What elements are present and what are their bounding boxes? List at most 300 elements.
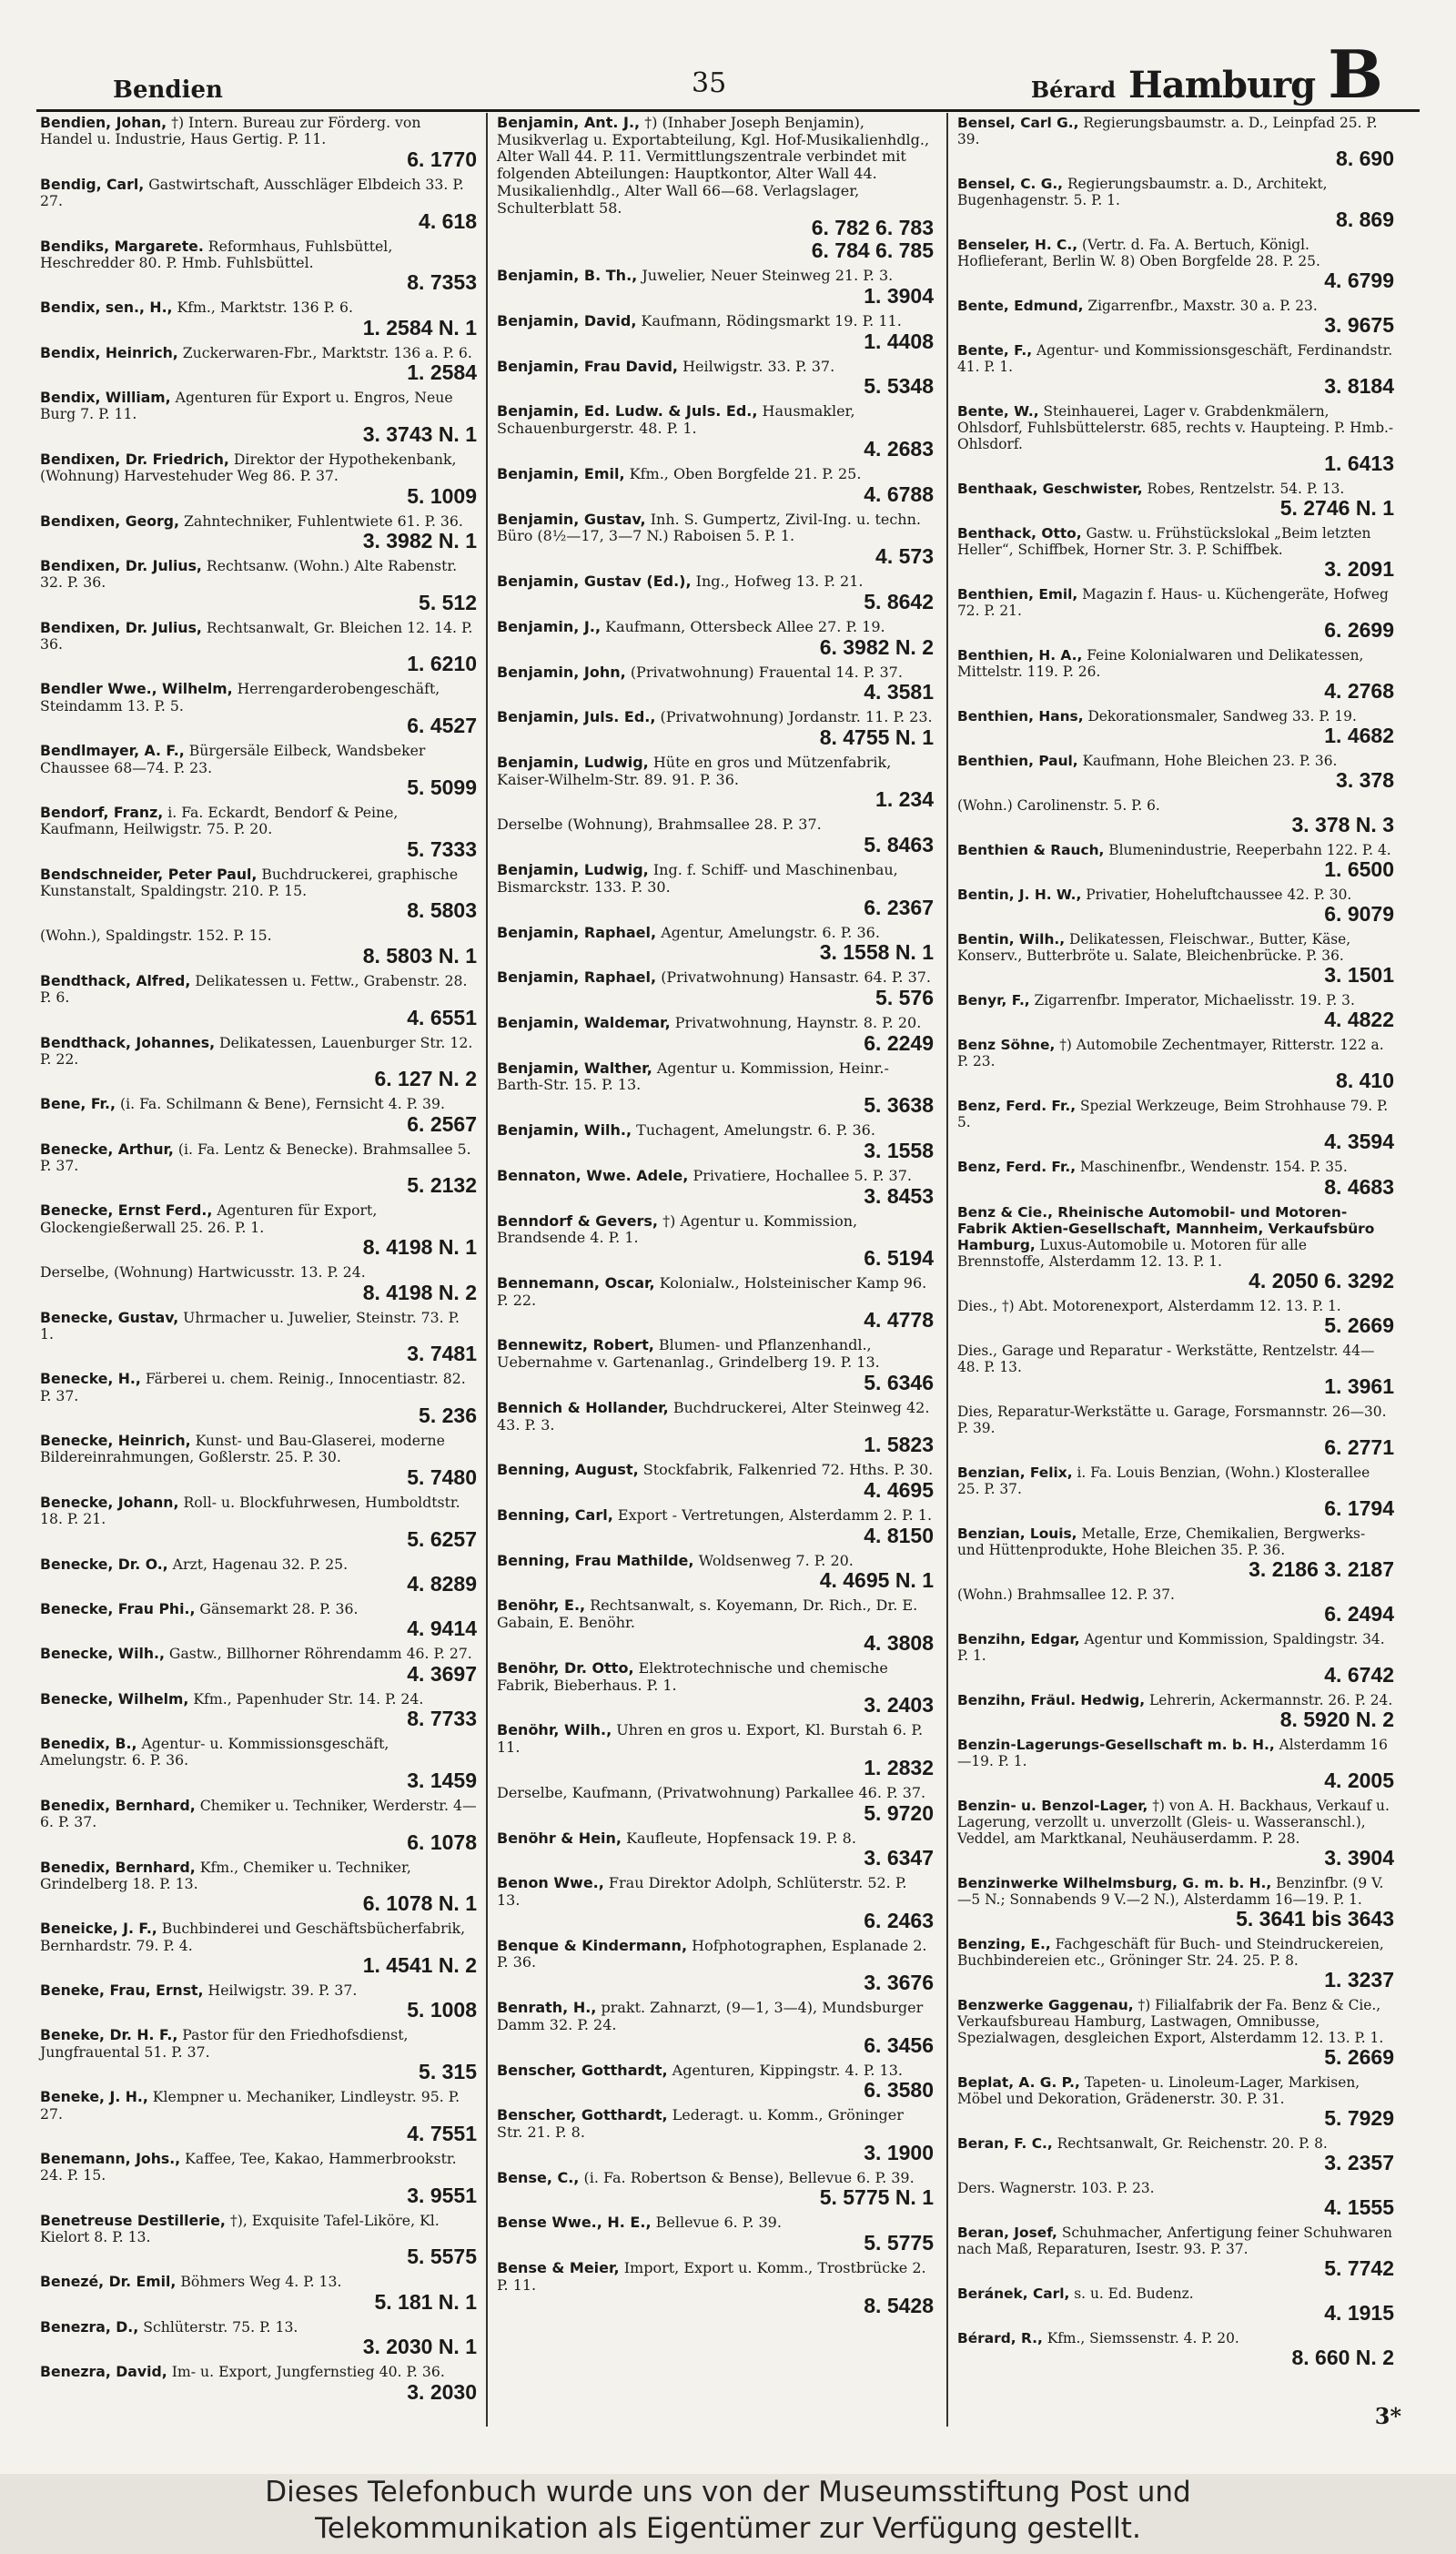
entry-name: Bente, F., <box>957 342 1033 360</box>
phone-number: 4. 7551 <box>407 2121 477 2145</box>
directory-entry <box>957 708 1394 747</box>
entry-text: Kunst- und Bau-Glaserei, moderne Bildereinrahmungen, Goßlerstr. 25. P. 30. <box>40 1432 445 1466</box>
directory-entry <box>40 1371 477 1427</box>
phone-number: 1. 5823 <box>864 1433 934 1457</box>
entry-text: (i. Fa. Robertson & Bense), Bellevue 6. P. 39. <box>583 2168 915 2186</box>
phone-number: 6. 784 6. 785 <box>811 238 934 263</box>
entry-name: Bente, Edmund, <box>957 298 1084 315</box>
entry-text: Agenturen, Kippingstr. 4. P. 13. <box>672 2061 903 2079</box>
phone-number: 3. 3743 N. 1 <box>362 421 477 446</box>
phone-number: 5. 6257 <box>407 1526 477 1551</box>
directory-entry <box>40 345 477 384</box>
entry-name: Benecke, Gustav, <box>40 1308 179 1326</box>
column-divider <box>486 113 488 2427</box>
phone-number: 5. 8642 <box>864 589 934 613</box>
directory-entry <box>40 2319 477 2358</box>
entry-name: Bensel, Carl G., <box>957 115 1079 131</box>
entry-text: Derselbe, Kaufmann, (Privatwohnung) Parkallee 46. P. 37. <box>497 1783 926 1801</box>
entry-name: Benzihn, Edgar, <box>957 1630 1080 1647</box>
phone-number: 3. 1501 <box>1324 963 1394 988</box>
phone-number: 3. 1459 <box>407 1768 477 1792</box>
entry-name: Benning, Carl, <box>497 1506 613 1525</box>
entry-text: (Privatwohnung) Hansastr. 64. P. 37. <box>661 968 932 987</box>
entry-text: i. Fa. Eckardt, Bendorf & Peine, Kaufmann, Heilwigstr. 75. P. 20. <box>40 803 399 838</box>
entry-name: Benezra, D., <box>40 2317 139 2336</box>
entry-text: Delikatessen, Lauenburger Str. 12. P. 22. <box>40 1033 473 1068</box>
phone-number: 6. 1770 <box>407 147 477 171</box>
phone-number: 8. 4683 <box>1324 1174 1394 1199</box>
entry-name: Benöhr, E., <box>497 1596 586 1615</box>
directory-entry <box>957 176 1394 231</box>
entry-text: †) Filialfabrik der Fa. Benz & Cie., Verkaufsbureau Hamburg, Lastwagen, Omnibusse, Spezialwagen, desgleichen Export, Alsterdamm 12. 13. P. 1. <box>957 1996 1384 2046</box>
entry-name: Benecke, Arthur, <box>40 1140 174 1158</box>
phone-number: 5. 5348 <box>864 374 934 399</box>
directory-entry <box>40 1035 477 1091</box>
directory-entry <box>957 1525 1394 1581</box>
phone-number: 5. 2132 <box>407 1173 477 1198</box>
entry-text: Elektrotechnische und chemische Fabrik, Bieberhaus. P. 1. <box>497 1658 888 1694</box>
header-last-entry: Bérard <box>1030 76 1116 103</box>
phone-number: 6. 3456 <box>864 2032 934 2057</box>
phone-number: 5. 8463 <box>864 833 934 857</box>
entry-text: Heilwigstr. 33. P. 37. <box>682 357 835 375</box>
directory-entry <box>497 664 934 704</box>
phone-number: 8. 5803 N. 1 <box>362 943 477 968</box>
phone-number: 5. 6346 <box>864 1370 934 1394</box>
directory-entry <box>40 743 477 799</box>
entry-name: Bentin, Wilh., <box>957 931 1066 948</box>
phone-number: 1. 3961 <box>1324 1373 1394 1398</box>
entry-text: Kfm., Papenhuder Str. 14. P. 24. <box>193 1689 424 1708</box>
directory-entry <box>957 586 1394 642</box>
directory-entry <box>497 1553 934 1593</box>
phone-number: 4. 1555 <box>1324 2195 1394 2220</box>
entry-text: Uhren en gros u. Export, Kl. Burstah 6. P. 11. <box>497 1721 924 1757</box>
phone-number: 1. 4682 <box>1324 724 1394 748</box>
entry-name: Benjamin, Raphael, <box>497 968 657 987</box>
directory-entry <box>497 115 934 262</box>
directory-entry <box>40 1264 477 1303</box>
phone-number: 8. 690 <box>1336 147 1394 171</box>
entry-text: (Vertr. d. Fa. A. Bertuch, Königl. Hoflieferant, Berlin W. 8) Oben Borgfelde 28. P. 25. <box>957 237 1320 270</box>
entry-text: Juwelier, Neuer Steinweg 21. P. 3. <box>642 267 894 285</box>
directory-entry <box>497 1168 934 1208</box>
entry-name: Benscher, Gotthardt, <box>497 2061 668 2079</box>
entry-name: Benthack, Otto, <box>957 525 1082 542</box>
directory-entry <box>497 1507 934 1547</box>
directory-entry <box>957 237 1394 292</box>
phone-number: 3. 3982 N. 1 <box>362 528 477 552</box>
phone-number: 5. 3638 <box>864 1093 934 1118</box>
directory-entry <box>497 1875 934 1931</box>
directory-entry <box>40 1495 477 1551</box>
entry-name: Benon Wwe., <box>497 1874 604 1892</box>
entry-name: Benzian, Louis, <box>957 1525 1077 1542</box>
phone-number: 1. 4408 <box>864 329 934 353</box>
entry-text: Buchdruckerei, Alter Steinweg 42. 43. P. 3. <box>497 1398 930 1434</box>
phone-number: 5. 3641 bis 3643 <box>1236 1906 1394 1931</box>
directory-entry <box>957 842 1394 881</box>
directory-entry <box>957 753 1394 792</box>
entry-text: Schuhmacher, Anfertigung feiner Schuhwaren nach Maß, Reparaturen, Isestr. 93. P. 37. <box>957 2225 1392 2258</box>
entry-name: Benzian, Felix, <box>957 1464 1073 1481</box>
phone-number: 3. 3676 <box>864 1971 934 1995</box>
entry-text: Steinhauerei, Lager v. Grabdenkmälern, Ohlsdorf, Fuhlsbüttelerstr. 685, rechts v. Haupteing. P. Hmb.-Ohlsdorf. <box>957 403 1394 453</box>
entry-name: Benjamin, Ant. J., <box>497 114 641 131</box>
entry-name: Benzin- u. Benzol-Lager, <box>957 1797 1148 1814</box>
phone-number: 1. 2584 <box>407 360 477 384</box>
directory-entry <box>40 1982 477 2022</box>
entry-text: (i. Fa. Schilmann & Bene), Fernsicht 4. P. 39. <box>119 1095 445 1113</box>
phone-number: 3. 3904 <box>1324 1845 1394 1870</box>
entry-text: Roll- u. Blockfuhrwesen, Humboldtstr. 18. P. 21. <box>40 1493 460 1528</box>
entry-name: Bense, C., <box>497 2168 580 2186</box>
entry-name: Bendixen, Dr. Julius, <box>40 556 202 574</box>
entry-name: Benzin-Lagerungs-Gesellschaft m. b. H., <box>957 1736 1275 1753</box>
directory-entry <box>40 1646 477 1685</box>
entry-text: Fachgeschäft für Buch- und Steindruckereien, Buchbindereien etc., Gröninger Str. 24. 25. P. 8. <box>957 1935 1384 1969</box>
directory-entry <box>957 2135 1394 2174</box>
directory-entry <box>957 481 1394 520</box>
phone-number: 8. 410 <box>1336 1069 1394 1093</box>
directory-entry <box>497 359 934 399</box>
directory-entry <box>957 2074 1394 2130</box>
phone-number: 6. 1078 <box>407 1829 477 1854</box>
entry-text: Derselbe (Wohnung), Brahmsallee 28. P. 37. <box>497 816 822 834</box>
entry-text: Delikatessen, Fleischwar., Butter, Käse, Konserv., Butterbröte u. Salate, Bleichenbrücke. P. 36. <box>957 931 1351 965</box>
phone-number: 5. 7333 <box>407 836 477 861</box>
directory-entry <box>497 1660 934 1717</box>
entry-text: Kfm., Chemiker u. Techniker, Grindelberg 18. P. 13. <box>40 1858 411 1892</box>
entry-name: Benjamin, Raphael, <box>497 923 657 941</box>
phone-number: 4. 2683 <box>864 436 934 461</box>
entry-name: Bendixen, Georg, <box>40 512 179 530</box>
entry-name: Bendorf, Franz, <box>40 803 164 821</box>
phone-number: 4. 4778 <box>864 1308 934 1333</box>
entry-text: i. Fa. Louis Benzian, (Wohn.) Klosterallee 25. P. 37. <box>957 1464 1370 1497</box>
entry-name: Bendthack, Alfred, <box>40 971 191 989</box>
entry-text: Privatwohnung, Haynstr. 8. P. 20. <box>674 1013 922 1031</box>
column-3 <box>957 115 1394 2375</box>
directory-entry <box>40 805 477 861</box>
phone-number: 4. 6742 <box>1324 1662 1394 1687</box>
entry-text: Färberei u. chem. Reinig., Innocentiastr. 82. P. 37. <box>40 1370 466 1404</box>
directory-entry <box>40 238 477 295</box>
entry-name: Beneke, Frau, Ernst, <box>40 1981 204 1999</box>
entry-name: Benedix, B., <box>40 1735 137 1752</box>
directory-entry <box>497 1597 934 1654</box>
entry-text: Direktor der Hypothekenbank, (Wohnung) Harvestehuder Weg 86. P. 37. <box>40 450 457 485</box>
phone-number: 6. 2567 <box>407 1111 477 1136</box>
entry-text: Ing. f. Schiff- und Maschinenbau, Bismarckstr. 133. P. 30. <box>497 861 898 896</box>
entry-name: Benecke, Wilhelm, <box>40 1689 189 1708</box>
entry-text: Regierungsbaumstr. a. D., Leinpfad 25. P. 39. <box>957 115 1378 148</box>
directory-entry <box>497 466 934 506</box>
entry-text: Chemiker u. Techniker, Werderstr. 4—6. P. 37. <box>40 1796 477 1831</box>
entry-name: Benzwerke Gaggenau, <box>957 1996 1134 2013</box>
entry-name: Benz, Ferd. Fr., <box>957 1159 1077 1176</box>
entry-text: Zuckerwaren-Fbr., Marktstr. 136 a. P. 6. <box>182 343 472 361</box>
entry-text: Kfm., Marktstr. 136 P. 6. <box>177 299 353 317</box>
directory-entry <box>497 2170 934 2210</box>
directory-entry <box>957 1298 1394 1337</box>
entry-text: Metalle, Erze, Chemikalien, Bergwerks- und Hüttenprodukte, Hohe Bleichen 35. P. 36. <box>957 1525 1366 1558</box>
entry-name: Benzing, E., <box>957 1935 1051 1952</box>
entry-text: Rechtsanwalt, Gr. Reichenstr. 20. P. 8. <box>1057 2134 1328 2152</box>
entry-name: Benjamin, J., <box>497 617 602 635</box>
phone-number: 1. 3237 <box>1324 1967 1394 1992</box>
entry-name: Benjamin, Ed. Ludw. & Juls. Ed., <box>497 402 758 421</box>
phone-number: 4. 3808 <box>864 1630 934 1655</box>
directory-entry <box>497 1462 934 1502</box>
entry-name: Benndorf & Gevers, <box>497 1211 658 1230</box>
phone-number: 5. 5099 <box>407 775 477 799</box>
phone-number: 1. 6210 <box>407 652 477 676</box>
phone-number: 3. 1558 <box>864 1138 934 1162</box>
entry-text: Hüte en gros und Mützenfabrik, Kaiser-Wilhelm-Str. 89. 91. P. 36. <box>497 753 892 788</box>
entry-text: Rechtsanw. (Wohn.) Alte Rabenstr. 32. P. 36. <box>40 556 458 592</box>
entry-name: Benecke, Johann, <box>40 1493 179 1511</box>
phone-number: 6. 9079 <box>1324 902 1394 927</box>
entry-name: Bendlmayer, A. F., <box>40 742 185 760</box>
entry-text: Spezial Werkzeuge, Beim Strohhause 79. P. 5. <box>957 1098 1389 1131</box>
entry-text: Gastw. u. Frühstückslokal „Beim letzten Heller“, Schiffbek, Horner Str. 3. P. Schiffbek. <box>957 525 1371 559</box>
phone-number: 6. 2494 <box>1324 1601 1394 1626</box>
directory-entry <box>957 298 1394 337</box>
entry-text: †) Agentur u. Kommission, Brandsende 4. P. 1. <box>497 1211 858 1247</box>
entry-name: Benthien, Paul, <box>957 753 1078 770</box>
entry-text: Ders. Wagnerstr. 103. P. 23. <box>957 2180 1155 2196</box>
entry-text: Uhrmacher u. Juwelier, Steinstr. 73. P. 1. <box>40 1308 460 1343</box>
entry-text: Import, Export u. Komm., Trostbrücke 2. P. 11. <box>497 2259 926 2294</box>
directory-entry <box>497 403 934 460</box>
entry-text: Schlüterstr. 75. P. 13. <box>143 2317 298 2336</box>
directory-entry <box>40 1433 477 1489</box>
entry-text: Agenturen für Export u. Engros, Neue Burg 7. P. 11. <box>40 389 453 423</box>
directory-entry <box>957 1204 1394 1292</box>
entry-name: Benz, Ferd. Fr., <box>957 1098 1077 1115</box>
entry-text: Kfm., Siemssenstr. 4. P. 20. <box>1046 2330 1239 2347</box>
entry-text: Buchbinderei und Geschäftsbücherfabrik, Bernhardstr. 79. P. 4. <box>40 1920 466 1954</box>
phone-number: 4. 2768 <box>1324 679 1394 704</box>
entry-name: Bendiks, Margarete. <box>40 237 204 255</box>
entry-name: Benz & Cie., Rheinische Automobil- und Motoren-Fabrik Aktien-Gesellschaft, Mannheim, Verkaufsbüro Hamburg, <box>957 1203 1375 1253</box>
phone-number: 1. 4541 N. 2 <box>362 1953 477 1977</box>
header-letter: B <box>1328 35 1383 113</box>
entry-name: Benecke, Ernst Ferd., <box>40 1201 213 1220</box>
directory-entry <box>497 816 934 856</box>
entry-text: Blumenindustrie, Reeperbahn 122. P. 4. <box>1108 842 1391 859</box>
phone-number: 3. 1558 N. 1 <box>819 940 934 965</box>
entry-name: Beran, Josef, <box>957 2225 1057 2242</box>
directory-entry <box>497 1275 934 1332</box>
entry-text: Ing., Hofweg 13. P. 21. <box>695 573 864 591</box>
entry-text: Stockfabrik, Falkenried 72. Hths. P. 30. <box>642 1461 934 1479</box>
entry-name: Benecke, Frau Phi., <box>40 1599 196 1617</box>
phone-number: 3. 2186 3. 2187 <box>1249 1556 1394 1581</box>
phone-number: 6. 3580 <box>864 2078 934 2103</box>
directory-entry <box>957 1692 1394 1731</box>
phone-number: 4. 1915 <box>1324 2301 1394 2326</box>
entry-text: †) Automobile Zechentmayer, Ritterstr. 122 a. P. 23. <box>957 1037 1384 1070</box>
entry-text: †), Exquisite Tafel-Liköre, Kl. Kielort 8. P. 13. <box>40 2211 440 2245</box>
header-city: Hamburg <box>1128 64 1316 106</box>
column-2 <box>497 115 934 2323</box>
entry-text: Arzt, Hagenau 32. P. 25. <box>172 1555 349 1573</box>
directory-entry <box>497 1785 934 1825</box>
phone-number: 3. 1900 <box>864 2140 934 2164</box>
page-mark: 3* <box>1374 2403 1401 2429</box>
phone-number: 6. 2249 <box>864 1030 934 1055</box>
directory-entry <box>40 973 477 1029</box>
directory-entry <box>40 299 477 339</box>
directory-entry <box>497 268 934 308</box>
phone-number: 6. 3982 N. 2 <box>819 634 934 659</box>
entry-text: Klempner u. Mechaniker, Lindleystr. 95. P. 27. <box>40 2088 460 2123</box>
directory-entry <box>957 1798 1394 1870</box>
entry-name: Benrath, H., <box>497 1999 597 2017</box>
entry-name: Benque & Kindermann, <box>497 1936 688 1954</box>
entry-text: Lehrerin, Ackermannstr. 26. P. 24. <box>1149 1691 1393 1708</box>
phone-number: 3. 2030 N. 1 <box>362 2335 477 2359</box>
phone-number: 3. 378 <box>1336 768 1394 793</box>
directory-entry <box>40 390 477 446</box>
phone-number: 6. 2771 <box>1324 1434 1394 1459</box>
phone-number: 8. 869 <box>1336 208 1394 232</box>
phone-number: 3. 6347 <box>864 1846 934 1870</box>
entry-name: Benjamin, Juls. Ed., <box>497 708 656 726</box>
phone-number: 8. 660 N. 2 <box>1291 2346 1394 2370</box>
directory-entry <box>957 525 1394 581</box>
phone-number: 5. 512 <box>419 590 477 614</box>
directory-entry <box>957 1631 1394 1687</box>
entry-text: Gastwirtschaft, Ausschläger Elbdeich 33. P. 27. <box>40 175 464 210</box>
directory-entry <box>957 1343 1394 1398</box>
entry-text: Alsterdamm 16—19. P. 1. <box>957 1736 1388 1769</box>
directory-entry <box>957 1737 1394 1792</box>
directory-entry <box>497 2062 934 2103</box>
directory-entry <box>40 177 477 233</box>
directory-entry <box>40 115 477 171</box>
directory-entry <box>957 1936 1394 1992</box>
entry-text: Benzinfbr. (9 V.—5 N.; Sonnabends 9 V.—2 N.), Alsterdamm 16—19. P. 1. <box>957 1874 1384 1908</box>
entry-text: Zigarrenfbr. Imperator, Michaelisstr. 19. P. 3. <box>1034 992 1355 1009</box>
entry-text: Buchdruckerei, graphische Kunstanstalt, Spaldingstr. 210. P. 15. <box>40 865 459 899</box>
entry-text: (Privatwohnung) Jordanstr. 11. P. 23. <box>660 708 933 726</box>
directory-entry <box>40 1736 477 1792</box>
entry-name: Benthien, Hans, <box>957 708 1084 725</box>
entry-name: Benjamin, Ludwig, <box>497 861 649 879</box>
entry-name: Benthaak, Geschwister, <box>957 481 1143 498</box>
phone-number: 6. 5194 <box>864 1246 934 1270</box>
directory-entry <box>497 925 934 965</box>
entry-name: Benjamin, Waldemar, <box>497 1013 671 1031</box>
phone-number: 6. 1078 N. 1 <box>362 1891 477 1916</box>
directory-entry <box>957 797 1394 836</box>
phone-number: 5. 7480 <box>407 1464 477 1489</box>
phone-number: 3. 8184 <box>1324 374 1394 399</box>
entry-name: Bendixen, Dr. Friedrich, <box>40 450 229 468</box>
phone-number: 4. 9414 <box>407 1617 477 1641</box>
directory-entry <box>497 1400 934 1456</box>
directory-entry <box>40 1556 477 1596</box>
footer-line-1: Dieses Telefonbuch wurde uns von der Museumsstiftung Post und <box>265 2476 1191 2508</box>
phone-number: 4. 4695 N. 1 <box>819 1568 934 1593</box>
entry-name: Bendien, Johan, <box>40 114 167 131</box>
phone-number: 6. 2367 <box>864 895 934 919</box>
phone-number: 6. 782 6. 783 <box>811 216 934 240</box>
phone-number: 4. 6799 <box>1324 269 1394 293</box>
entry-name: Bendig, Carl, <box>40 175 145 193</box>
entry-name: Bense & Meier, <box>497 2259 620 2277</box>
directory-entry <box>497 1722 934 1779</box>
entry-name: Bendixen, Dr. Julius, <box>40 618 202 636</box>
entry-name: Benedix, Bernhard, <box>40 1796 196 1814</box>
directory-entry <box>40 1310 477 1366</box>
directory-entry <box>497 969 934 1009</box>
phone-number: 5. 576 <box>875 985 934 1009</box>
entry-text: Böhmers Weg 4. P. 13. <box>180 2273 342 2291</box>
directory-entry <box>40 513 477 552</box>
entry-name: Benthien, H. A., <box>957 647 1083 664</box>
entry-name: Beplat, A. G. P., <box>957 2073 1080 2091</box>
entry-name: Benjamin, Frau David, <box>497 357 678 375</box>
phone-number: 8. 7733 <box>407 1707 477 1730</box>
entry-text: Tapeten- u. Linoleum-Lager, Markisen, Möbel und Dekoration, Grädenerstr. 30. P. 31. <box>957 2073 1360 2107</box>
entry-name: Benzihn, Fräul. Hedwig, <box>957 1691 1146 1708</box>
directory-entry <box>40 2027 477 2083</box>
phone-number: 8. 5920 N. 2 <box>1279 1707 1394 1731</box>
phone-number: 4. 4822 <box>1324 1008 1394 1032</box>
directory-entry <box>497 313 934 353</box>
phone-number: 1. 234 <box>875 787 934 812</box>
directory-entry <box>497 862 934 918</box>
phone-number: 4. 3581 <box>864 680 934 704</box>
page-header <box>55 25 1383 113</box>
entry-text: Inh. S. Gumpertz, Zivil-Ing. u. techn. Büro (8½—17, 3—7 N.) Raboisen 5. P. 1. <box>497 510 921 545</box>
directory-entry <box>40 2364 477 2403</box>
entry-text: Bellevue 6. P. 39. <box>655 2214 782 2232</box>
phone-number: 5. 5575 <box>407 2245 477 2269</box>
entry-name: Bendix, Heinrich, <box>40 343 178 361</box>
entry-text: Delikatessen u. Fettw., Grabenstr. 28. P. 6. <box>40 971 468 1007</box>
entry-text: (Privatwohnung) Frauental 14. P. 37. <box>630 663 903 681</box>
entry-name: Beran, F. C., <box>957 2134 1053 2152</box>
footer-line-2: Telekommunikation als Eigentümer zur Verfügung gestellt. <box>315 2512 1141 2545</box>
phone-number: 1. 2584 N. 1 <box>362 315 477 340</box>
entry-name: Benedix, Bernhard, <box>40 1858 196 1876</box>
phone-number: 5. 2669 <box>1324 2044 1394 2069</box>
entry-text: †) Intern. Bureau zur Förderg. von Handel u. Industrie, Haus Gertig. P. 11. <box>40 114 421 148</box>
entry-text: Heilwigstr. 39. P. 37. <box>207 1981 358 1999</box>
entry-name: Beránek, Carl, <box>957 2285 1070 2303</box>
entry-name: Beneke, J. H., <box>40 2088 148 2106</box>
phone-number: 1. 3904 <box>864 284 934 309</box>
phone-number: 6. 2699 <box>1324 618 1394 643</box>
entry-name: Bene, Fr., <box>40 1095 116 1113</box>
directory-entry <box>497 709 934 749</box>
entry-name: Benezra, David, <box>40 2363 167 2381</box>
phone-number: 5. 1008 <box>407 1998 477 2022</box>
phone-number: 4. 8289 <box>407 1571 477 1596</box>
directory-entry <box>40 1096 477 1135</box>
entry-name: Benemann, Johs., <box>40 2149 181 2167</box>
entry-name: Bennemann, Oscar, <box>497 1274 655 1292</box>
entry-text: Kaufmann, Rödingsmarkt 19. P. 11. <box>641 312 902 330</box>
entry-text: Woldsenweg 7. P. 20. <box>698 1551 854 1569</box>
directory-entry <box>40 451 477 508</box>
phone-number: 8. 7353 <box>407 270 477 295</box>
